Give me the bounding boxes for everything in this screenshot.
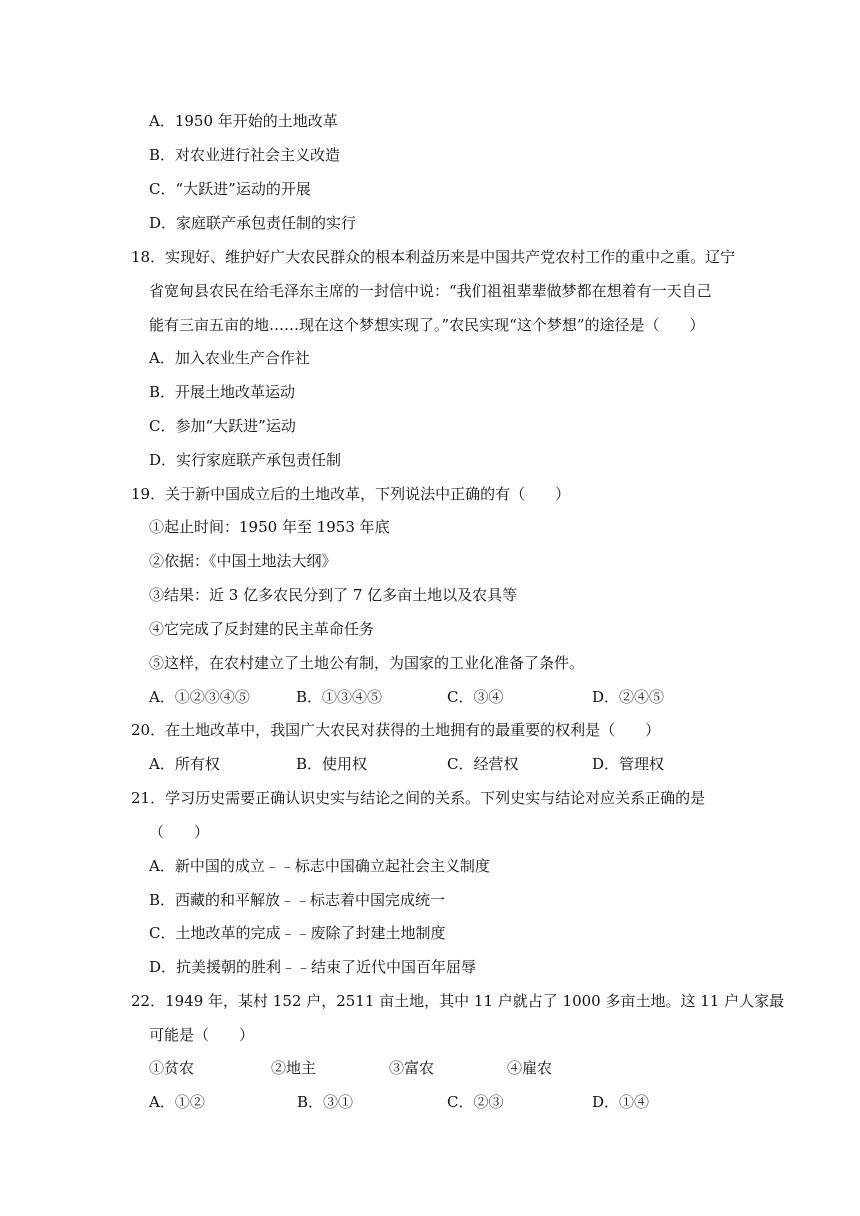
q20-option-b: B．使用权 xyxy=(296,755,368,773)
q19-option-b: B．①③④⑤ xyxy=(296,688,383,706)
q22-item-3: ③富农 xyxy=(389,1059,435,1077)
q22-stem-line-2: 可能是（ ） xyxy=(149,1026,255,1044)
q22-item-1: ①贫农 xyxy=(149,1059,195,1077)
q19-option-d: D．②④⑤ xyxy=(592,688,665,706)
q18-stem-line-1: 18．实现好、维护好广大农民群众的根本利益历来是中国共产党农村工作的重中之重。辽宁 xyxy=(131,248,736,266)
q20-option-d: D．管理权 xyxy=(592,755,665,773)
q22-option-c: C．②③ xyxy=(447,1093,504,1111)
q20-option-c: C．经营权 xyxy=(447,755,519,773)
q19-option-c: C．③④ xyxy=(447,688,504,706)
q22-item-2: ②地主 xyxy=(271,1059,317,1077)
q17-option-a: A．1950 年开始的土地改革 xyxy=(149,112,338,130)
q20-stem: 20．在土地改革中，我国广大农民对获得的土地拥有的最重要的权利是（ ） xyxy=(131,721,661,739)
q22-stem-line-1: 22．1949 年，某村 152 户，2511 亩土地，其中 11 户就占了 1000 多亩土地。这 11 户人家最 xyxy=(131,992,785,1010)
q22-option-d: D．①④ xyxy=(592,1093,650,1111)
q17-option-b: B．对农业进行社会主义改造 xyxy=(149,146,341,164)
q19-item-2: ②依据：《中国土地法大纲》 xyxy=(149,552,337,570)
q21-option-d: D．抗美援朝的胜利﹣﹣结束了近代中国百年屈辱 xyxy=(149,958,477,976)
q21-option-b: B．西藏的和平解放﹣﹣标志着中国完成统一 xyxy=(149,891,446,909)
q17-option-d: D．家庭联产承包责任制的实行 xyxy=(149,214,357,232)
q19-item-3: ③结果：近 3 亿多农民分到了 7 亿多亩土地以及农具等 xyxy=(149,586,518,604)
q18-stem-line-2: 省宽甸县农民在给毛泽东主席的一封信中说：“我们祖祖辈辈做梦都在想着有一天自己 xyxy=(149,282,712,300)
q22-option-b: B．③① xyxy=(297,1093,354,1111)
q18-option-c: C．参加“大跃进”运动 xyxy=(149,417,296,435)
q19-option-a: A．①②③④⑤ xyxy=(149,688,250,706)
q21-option-a: A．新中国的成立﹣﹣标志中国确立起社会主义制度 xyxy=(149,857,490,875)
q19-item-1: ①起止时间：1950 年至 1953 年底 xyxy=(149,518,390,536)
q17-option-c: C．“大跃进”运动的开展 xyxy=(149,180,311,198)
q18-stem-line-3: 能有三亩五亩的地……现在这个梦想实现了。”农民实现“这个梦想”的途径是（ ） xyxy=(149,316,705,334)
q19-stem: 19．关于新中国成立后的土地改革，下列说法中正确的有（ ） xyxy=(131,485,571,503)
q21-stem-line-1: 21．学习历史需要正确认识史实与结论之间的关系。下列史实与结论对应关系正确的是 xyxy=(131,789,706,807)
q19-item-4: ④它完成了反封建的民主革命任务 xyxy=(149,620,375,638)
q22-item-4: ④雇农 xyxy=(507,1059,553,1077)
q21-stem-line-2: （ ） xyxy=(149,823,210,841)
q18-option-b: B．开展土地改革运动 xyxy=(149,383,296,401)
q21-option-c: C．土地改革的完成﹣﹣废除了封建土地制度 xyxy=(149,924,446,942)
q19-item-5: ⑤这样，在农村建立了土地公有制，为国家的工业化准备了条件。 xyxy=(149,654,585,672)
q22-option-a: A．①② xyxy=(149,1093,205,1111)
q18-option-a: A．加入农业生产合作社 xyxy=(149,349,310,367)
q18-option-d: D．实行家庭联产承包责任制 xyxy=(149,451,342,469)
q20-option-a: A．所有权 xyxy=(149,755,220,773)
